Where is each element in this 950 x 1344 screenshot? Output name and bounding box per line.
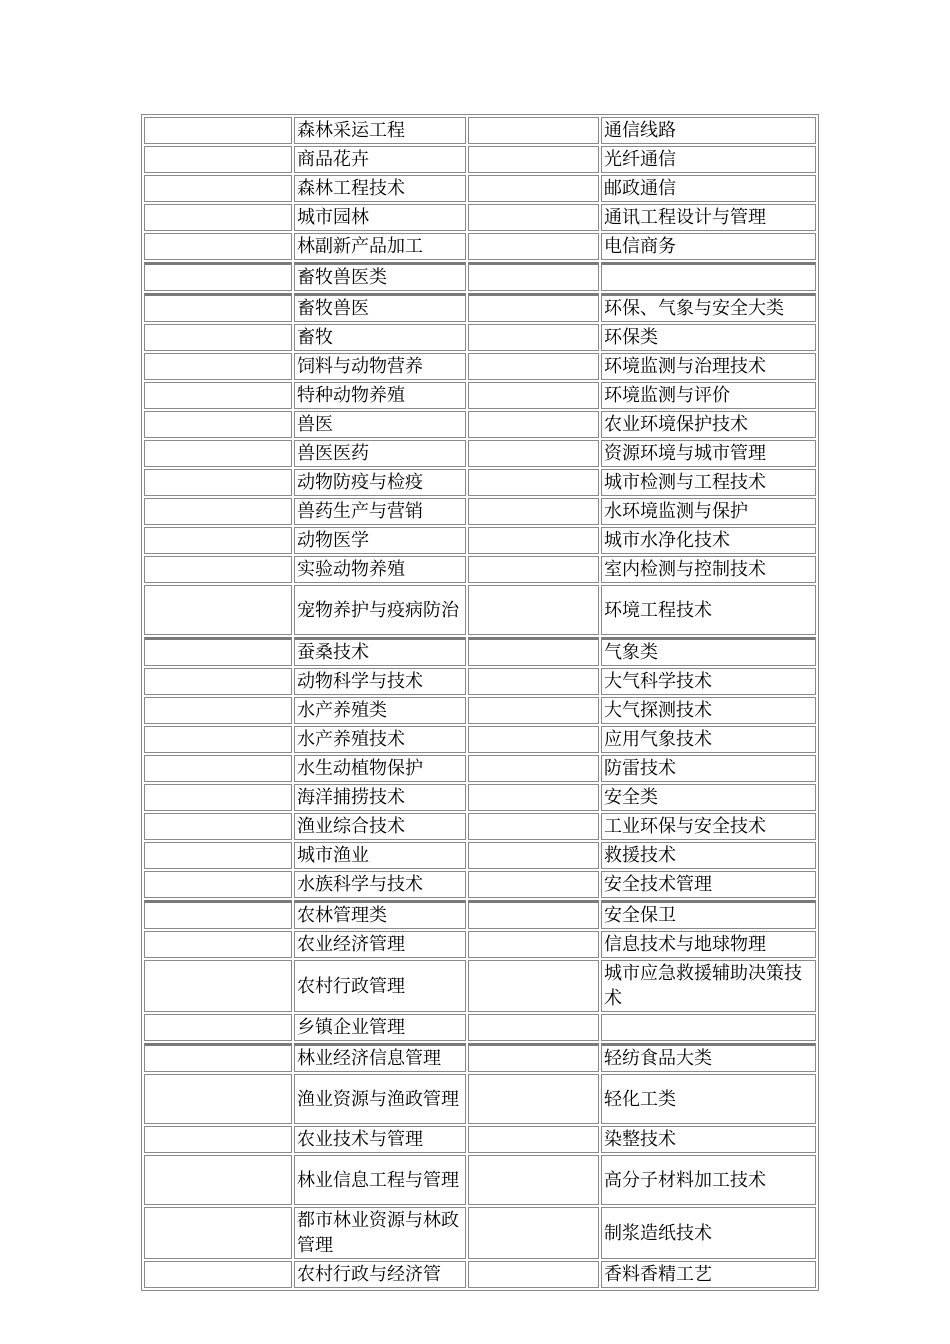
empty-cell xyxy=(468,527,599,554)
empty-cell xyxy=(144,411,292,438)
table-row xyxy=(144,697,816,724)
right-major-cell: 应用气象技术 xyxy=(601,726,816,753)
table-row xyxy=(144,1014,816,1041)
right-major-cell: 城市检测与工程技术 xyxy=(601,469,816,496)
empty-cell xyxy=(468,440,599,467)
empty-cell xyxy=(144,440,292,467)
left-major-cell: 动物科学与技术 xyxy=(294,668,466,695)
table-row xyxy=(144,1207,816,1259)
left-major-cell: 农村行政管理 xyxy=(294,960,466,1012)
empty-cell xyxy=(468,293,599,322)
right-major-cell: 水环境监测与保护 xyxy=(601,498,816,525)
left-major-cell: 森林采运工程 xyxy=(294,117,466,144)
table-row xyxy=(144,1074,816,1124)
left-major-cell: 商品花卉 xyxy=(294,146,466,173)
empty-cell xyxy=(144,960,292,1012)
right-major-cell: 环境工程技术 xyxy=(601,585,816,635)
table-row xyxy=(144,382,816,409)
table-row xyxy=(144,1126,816,1153)
table-row xyxy=(144,900,816,929)
table-row xyxy=(144,498,816,525)
left-major-cell: 蚕桑技术 xyxy=(294,637,466,666)
left-major-cell: 实验动物养殖 xyxy=(294,556,466,583)
empty-cell xyxy=(144,900,292,929)
empty-cell xyxy=(144,637,292,666)
empty-cell xyxy=(468,585,599,635)
left-major-cell: 农业技术与管理 xyxy=(294,1126,466,1153)
right-major-cell: 大气探测技术 xyxy=(601,697,816,724)
table-row xyxy=(144,233,816,260)
table-row xyxy=(144,204,816,231)
table-row xyxy=(144,556,816,583)
empty-cell xyxy=(144,1043,292,1072)
left-major-cell: 特种动物养殖 xyxy=(294,382,466,409)
right-major-cell: 轻纺食品大类 xyxy=(601,1043,816,1072)
table-body xyxy=(144,117,816,1288)
empty-cell xyxy=(468,324,599,351)
left-major-cell: 都市林业资源与林政管理 xyxy=(294,1207,466,1259)
empty-cell xyxy=(144,324,292,351)
empty-cell xyxy=(468,1126,599,1153)
table-row xyxy=(144,1155,816,1205)
empty-cell xyxy=(468,1043,599,1072)
left-major-cell: 农林管理类 xyxy=(294,900,466,929)
table-row xyxy=(144,440,816,467)
empty-cell xyxy=(468,146,599,173)
right-major-cell: 轻化工类 xyxy=(601,1074,816,1124)
left-major-cell: 兽医 xyxy=(294,411,466,438)
right-major-cell: 气象类 xyxy=(601,637,816,666)
empty-cell xyxy=(144,1207,292,1259)
table-row xyxy=(144,585,816,635)
table-row xyxy=(144,293,816,322)
empty-cell xyxy=(468,900,599,929)
right-major-cell: 染整技术 xyxy=(601,1126,816,1153)
left-major-cell: 农业经济管理 xyxy=(294,931,466,958)
table-row xyxy=(144,324,816,351)
right-major-cell: 室内检测与控制技术 xyxy=(601,556,816,583)
empty-cell xyxy=(144,1261,292,1288)
table-row xyxy=(144,784,816,811)
empty-cell xyxy=(144,353,292,380)
empty-cell xyxy=(144,293,292,322)
left-major-cell: 兽医医药 xyxy=(294,440,466,467)
table-row xyxy=(144,353,816,380)
empty-cell xyxy=(468,813,599,840)
right-major-cell: 城市水净化技术 xyxy=(601,527,816,554)
left-major-cell: 乡镇企业管理 xyxy=(294,1014,466,1041)
table-row xyxy=(144,755,816,782)
left-major-cell: 兽药生产与营销 xyxy=(294,498,466,525)
right-major-cell: 安全保卫 xyxy=(601,900,816,929)
table-row xyxy=(144,960,816,1012)
right-major-cell: 安全类 xyxy=(601,784,816,811)
right-major-cell: 通信线路 xyxy=(601,117,816,144)
empty-cell xyxy=(468,668,599,695)
empty-cell xyxy=(144,498,292,525)
left-major-cell: 水族科学与技术 xyxy=(294,871,466,898)
right-major-cell: 安全技术管理 xyxy=(601,871,816,898)
left-major-cell: 森林工程技术 xyxy=(294,175,466,202)
empty-cell xyxy=(468,871,599,898)
left-major-cell: 宠物养护与疫病防治 xyxy=(294,585,466,635)
empty-cell xyxy=(468,1261,599,1288)
right-major-cell: 邮政通信 xyxy=(601,175,816,202)
empty-cell xyxy=(468,117,599,144)
empty-cell xyxy=(144,871,292,898)
right-major-cell: 环境监测与治理技术 xyxy=(601,353,816,380)
empty-cell xyxy=(144,1126,292,1153)
empty-cell xyxy=(144,233,292,260)
left-major-cell: 渔业资源与渔政管理 xyxy=(294,1074,466,1124)
empty-cell xyxy=(144,842,292,869)
empty-cell xyxy=(468,175,599,202)
table-row xyxy=(144,1261,816,1288)
right-major-cell: 电信商务 xyxy=(601,233,816,260)
table-row xyxy=(144,1043,816,1072)
right-major-cell: 救援技术 xyxy=(601,842,816,869)
right-major-cell: 工业环保与安全技术 xyxy=(601,813,816,840)
right-major-cell: 大气科学技术 xyxy=(601,668,816,695)
table-row xyxy=(144,469,816,496)
left-major-cell: 畜牧兽医类 xyxy=(294,262,466,291)
empty-cell xyxy=(468,556,599,583)
left-major-cell: 渔业综合技术 xyxy=(294,813,466,840)
empty-cell xyxy=(144,1014,292,1041)
empty-cell xyxy=(468,353,599,380)
empty-cell xyxy=(144,204,292,231)
left-major-cell: 饲料与动物营养 xyxy=(294,353,466,380)
left-major-cell: 动物防疫与检疫 xyxy=(294,469,466,496)
right-major-cell: 制浆造纸技术 xyxy=(601,1207,816,1259)
empty-cell xyxy=(144,469,292,496)
empty-cell xyxy=(468,1155,599,1205)
empty-cell xyxy=(144,117,292,144)
right-major-cell xyxy=(601,262,816,291)
empty-cell xyxy=(468,262,599,291)
table-row xyxy=(144,175,816,202)
empty-cell xyxy=(468,784,599,811)
empty-cell xyxy=(144,697,292,724)
table-row xyxy=(144,527,816,554)
right-major-cell: 光纤通信 xyxy=(601,146,816,173)
empty-cell xyxy=(144,146,292,173)
right-major-cell: 防雷技术 xyxy=(601,755,816,782)
left-major-cell: 动物医学 xyxy=(294,527,466,554)
left-major-cell: 农村行政与经济管 xyxy=(294,1261,466,1288)
empty-cell xyxy=(144,668,292,695)
empty-cell xyxy=(144,527,292,554)
left-major-cell: 畜牧 xyxy=(294,324,466,351)
empty-cell xyxy=(468,637,599,666)
left-major-cell: 水产养殖技术 xyxy=(294,726,466,753)
right-major-cell: 农业环境保护技术 xyxy=(601,411,816,438)
empty-cell xyxy=(468,469,599,496)
empty-cell xyxy=(468,411,599,438)
empty-cell xyxy=(468,1207,599,1259)
left-major-cell: 城市渔业 xyxy=(294,842,466,869)
empty-cell xyxy=(144,585,292,635)
right-major-cell: 环境监测与评价 xyxy=(601,382,816,409)
empty-cell xyxy=(144,784,292,811)
empty-cell xyxy=(468,204,599,231)
left-major-cell: 城市园林 xyxy=(294,204,466,231)
left-major-cell: 林副新产品加工 xyxy=(294,233,466,260)
right-major-cell: 环保、气象与安全大类 xyxy=(601,293,816,322)
left-major-cell: 林业信息工程与管理 xyxy=(294,1155,466,1205)
right-major-cell: 环保类 xyxy=(601,324,816,351)
right-major-cell: 城市应急救援辅助决策技术 xyxy=(601,960,816,1012)
left-major-cell: 水产养殖类 xyxy=(294,697,466,724)
empty-cell xyxy=(468,755,599,782)
empty-cell xyxy=(144,262,292,291)
table-row xyxy=(144,871,816,898)
right-major-cell xyxy=(601,1014,816,1041)
empty-cell xyxy=(468,382,599,409)
left-major-cell: 畜牧兽医 xyxy=(294,293,466,322)
table-row xyxy=(144,637,816,666)
table-row xyxy=(144,668,816,695)
empty-cell xyxy=(468,842,599,869)
table-row xyxy=(144,813,816,840)
table-row xyxy=(144,117,816,144)
empty-cell xyxy=(468,233,599,260)
empty-cell xyxy=(144,813,292,840)
empty-cell xyxy=(144,175,292,202)
empty-cell xyxy=(144,755,292,782)
left-major-cell: 林业经济信息管理 xyxy=(294,1043,466,1072)
empty-cell xyxy=(144,1155,292,1205)
table-row xyxy=(144,411,816,438)
empty-cell xyxy=(144,556,292,583)
table-row xyxy=(144,842,816,869)
empty-cell xyxy=(468,726,599,753)
empty-cell xyxy=(468,697,599,724)
right-major-cell: 香料香精工艺 xyxy=(601,1261,816,1288)
empty-cell xyxy=(468,931,599,958)
right-major-cell: 信息技术与地球物理 xyxy=(601,931,816,958)
right-major-cell: 高分子材料加工技术 xyxy=(601,1155,816,1205)
empty-cell xyxy=(144,931,292,958)
left-major-cell: 海洋捕捞技术 xyxy=(294,784,466,811)
empty-cell xyxy=(468,498,599,525)
empty-cell xyxy=(468,1014,599,1041)
left-major-cell: 水生动植物保护 xyxy=(294,755,466,782)
empty-cell xyxy=(144,382,292,409)
empty-cell xyxy=(144,726,292,753)
table-row xyxy=(144,146,816,173)
empty-cell xyxy=(468,1074,599,1124)
table-row xyxy=(144,931,816,958)
empty-cell xyxy=(468,960,599,1012)
empty-cell xyxy=(144,1074,292,1124)
table-row xyxy=(144,726,816,753)
right-major-cell: 资源环境与城市管理 xyxy=(601,440,816,467)
table-row xyxy=(144,262,816,291)
right-major-cell: 通讯工程设计与管理 xyxy=(601,204,816,231)
major-list-table xyxy=(141,114,819,1291)
